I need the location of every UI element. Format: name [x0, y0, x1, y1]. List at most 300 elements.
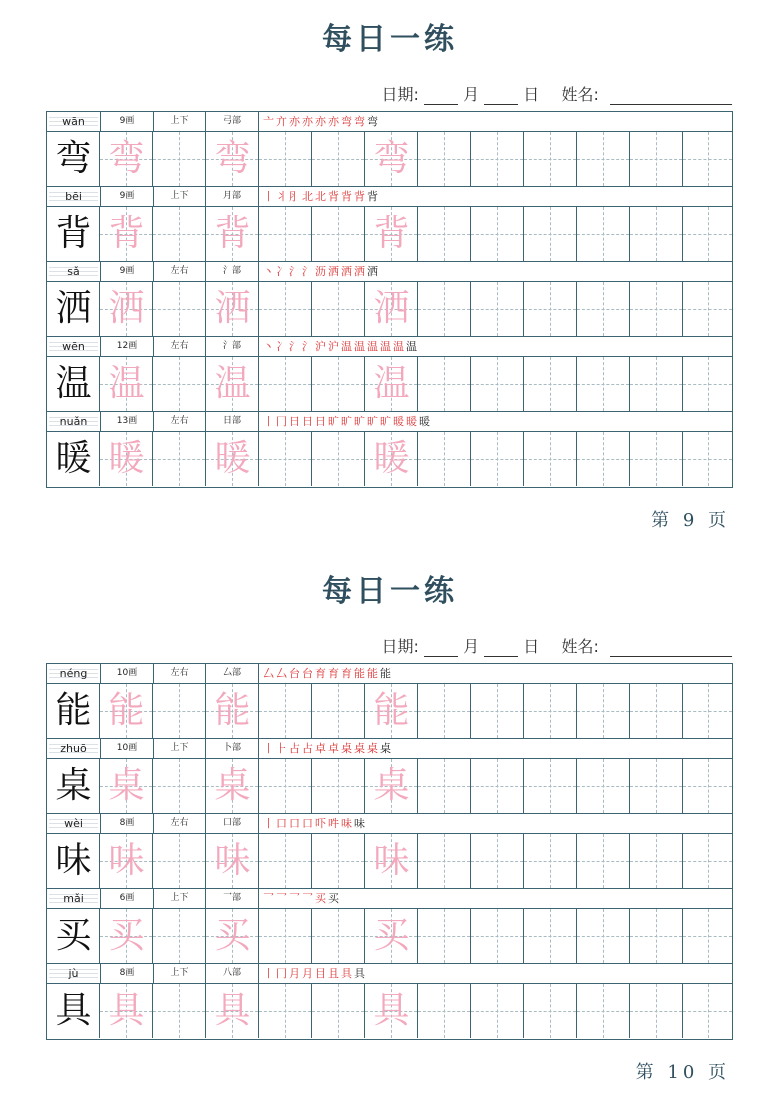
practice-cell[interactable]	[418, 834, 471, 888]
stroke-step: 厶	[263, 667, 276, 680]
practice-cell[interactable]	[630, 432, 683, 486]
practice-cell[interactable]	[259, 834, 312, 888]
practice-cell[interactable]	[524, 132, 577, 186]
stroke-step: 桌	[380, 742, 393, 755]
stroke-order	[263, 262, 380, 281]
practice-cell[interactable]	[206, 207, 259, 261]
stroke-order	[263, 187, 380, 206]
stroke-step: 旷	[328, 415, 341, 428]
writing-grid	[47, 684, 732, 738]
model-character-cell	[47, 132, 100, 186]
practice-cell[interactable]	[630, 909, 683, 963]
stroke-step: 买	[315, 892, 328, 905]
practice-cell[interactable]	[100, 282, 153, 336]
pinyin: bēi	[65, 190, 82, 203]
writing-grid	[47, 759, 732, 813]
trace-character: 温	[373, 363, 410, 404]
stroke-step: 暖	[406, 415, 419, 428]
model-character-cell	[47, 282, 100, 336]
stroke-step: 弯	[341, 115, 354, 128]
pinyin: wēn	[62, 340, 85, 353]
practice-cell[interactable]	[418, 759, 471, 813]
trace-character: 味	[214, 840, 251, 881]
practice-cell[interactable]	[259, 759, 312, 813]
stroke-step: 温	[406, 340, 419, 353]
practice-cell[interactable]	[577, 207, 630, 261]
character-entry	[47, 664, 732, 739]
stroke-step: 能	[354, 667, 367, 680]
practice-cell[interactable]	[418, 909, 471, 963]
character-entry	[47, 187, 732, 262]
practice-cell[interactable]	[524, 834, 577, 888]
stroke-step: 氵	[289, 340, 302, 353]
practice-cell[interactable]	[206, 357, 259, 411]
stroke-order	[263, 889, 341, 908]
practice-cell[interactable]	[365, 432, 418, 486]
practice-cell[interactable]	[418, 132, 471, 186]
structure: 上下	[154, 112, 206, 131]
writing-grid	[47, 909, 732, 963]
trace-character: 背	[373, 213, 410, 254]
practice-cell[interactable]	[471, 909, 524, 963]
stroke-step: 吓	[315, 817, 328, 830]
practice-cell[interactable]	[312, 909, 365, 963]
practice-table	[46, 111, 733, 488]
practice-cell[interactable]	[365, 684, 418, 738]
character-info-row	[47, 412, 732, 432]
stroke-count: 9画	[101, 112, 154, 131]
practice-cell[interactable]	[471, 759, 524, 813]
model-character-cell	[47, 357, 100, 411]
practice-cell[interactable]	[683, 759, 732, 813]
radical: 乛部	[206, 889, 259, 908]
stroke-order	[263, 337, 419, 356]
radical: 八部	[206, 964, 259, 983]
practice-cell[interactable]	[418, 282, 471, 336]
stroke-step: 口	[276, 817, 289, 830]
practice-cell[interactable]	[524, 282, 577, 336]
practice-cell[interactable]	[630, 132, 683, 186]
practice-cell[interactable]	[100, 834, 153, 888]
practice-cell[interactable]	[418, 357, 471, 411]
pinyin: sǎ	[67, 265, 80, 278]
practice-cell[interactable]	[471, 684, 524, 738]
trace-character: 味	[108, 840, 145, 881]
practice-cell[interactable]	[312, 207, 365, 261]
stroke-step: 育	[341, 667, 354, 680]
practice-cell[interactable]	[312, 834, 365, 888]
practice-cell[interactable]	[206, 909, 259, 963]
model-character-cell	[47, 684, 100, 738]
stroke-step: 旷	[367, 415, 380, 428]
date-label: 日期:	[381, 85, 419, 104]
stroke-step: 氵	[302, 340, 315, 353]
model-character: 味	[55, 840, 92, 881]
day-blank[interactable]	[484, 90, 518, 105]
practice-cell[interactable]	[153, 432, 206, 486]
practice-cell[interactable]	[630, 207, 683, 261]
model-character: 能	[55, 690, 92, 731]
pinyin-cell	[47, 187, 101, 206]
name-blank[interactable]	[610, 90, 732, 105]
practice-cell[interactable]	[524, 357, 577, 411]
practice-cell[interactable]	[524, 432, 577, 486]
day-label: 日	[523, 85, 540, 104]
character-entry	[47, 412, 732, 487]
practice-cell[interactable]	[418, 984, 471, 1038]
radical: 厶部	[206, 664, 259, 683]
trace-character: 暖	[214, 438, 251, 479]
practice-cell[interactable]	[100, 432, 153, 486]
date-name-line	[382, 634, 733, 657]
stroke-step: 亦	[302, 115, 315, 128]
character-info-row	[47, 262, 732, 282]
practice-cell[interactable]	[630, 834, 683, 888]
practice-cell[interactable]	[100, 357, 153, 411]
practice-cell[interactable]	[312, 357, 365, 411]
pinyin-cell	[47, 664, 101, 683]
practice-cell[interactable]	[471, 357, 524, 411]
practice-cell[interactable]	[259, 282, 312, 336]
structure: 左右	[154, 262, 206, 281]
practice-cell[interactable]	[312, 432, 365, 486]
character-entry	[47, 337, 732, 412]
radical: 口部	[206, 814, 259, 833]
radical: 月部	[206, 187, 259, 206]
stroke-order	[263, 814, 367, 833]
practice-cell[interactable]	[100, 759, 153, 813]
structure: 左右	[154, 664, 206, 683]
practice-cell[interactable]	[577, 909, 630, 963]
model-character: 背	[55, 213, 92, 254]
trace-character: 味	[373, 840, 410, 881]
practice-cell[interactable]	[206, 759, 259, 813]
stroke-order	[263, 112, 380, 131]
trace-character: 弯	[373, 138, 410, 179]
trace-character: 洒	[214, 288, 251, 329]
stroke-step: 沪	[315, 340, 328, 353]
stroke-step: 味	[354, 817, 367, 830]
trace-character: 能	[214, 690, 251, 731]
practice-cell[interactable]	[312, 684, 365, 738]
practice-cell[interactable]	[206, 132, 259, 186]
trace-character: 暖	[373, 438, 410, 479]
writing-grid	[47, 834, 732, 888]
model-character-cell	[47, 207, 100, 261]
stroke-step: 温	[393, 340, 406, 353]
practice-cell[interactable]	[683, 909, 732, 963]
stroke-step: 目	[315, 967, 328, 980]
practice-cell[interactable]	[471, 432, 524, 486]
practice-cell[interactable]	[206, 684, 259, 738]
practice-cell[interactable]	[683, 432, 732, 486]
practice-cell[interactable]	[683, 132, 732, 186]
practice-cell[interactable]	[418, 432, 471, 486]
writing-grid	[47, 132, 732, 186]
practice-cell[interactable]	[153, 684, 206, 738]
practice-cell[interactable]	[683, 684, 732, 738]
stroke-count: 9画	[101, 262, 154, 281]
practice-cell[interactable]	[259, 132, 312, 186]
date-name-line	[382, 82, 733, 105]
stroke-step: 亦	[289, 115, 302, 128]
structure: 上下	[154, 739, 206, 758]
practice-cell[interactable]	[312, 132, 365, 186]
practice-cell[interactable]	[259, 432, 312, 486]
model-character-cell	[47, 432, 100, 486]
stroke-count: 9画	[101, 187, 154, 206]
writing-grid	[47, 984, 732, 1038]
practice-cell[interactable]	[630, 984, 683, 1038]
practice-cell[interactable]	[365, 357, 418, 411]
page-title: 每日一练	[322, 574, 458, 609]
character-info-row	[47, 187, 732, 207]
practice-cell[interactable]	[153, 759, 206, 813]
stroke-order	[263, 664, 393, 683]
character-entry	[47, 964, 732, 1039]
stroke-step: 日	[315, 415, 328, 428]
stroke-step: 具	[354, 967, 367, 980]
trace-character: 具	[108, 990, 145, 1031]
stroke-step: 月	[302, 967, 315, 980]
name-label: 姓名:	[561, 85, 599, 104]
practice-cell[interactable]	[524, 984, 577, 1038]
page-title: 每日一练	[322, 22, 458, 57]
character-entry	[47, 739, 732, 814]
practice-cell[interactable]	[630, 684, 683, 738]
pinyin: wèi	[64, 817, 83, 830]
practice-cell[interactable]	[471, 834, 524, 888]
writing-grid	[47, 282, 732, 336]
character-entry	[47, 112, 732, 187]
stroke-step: 厶	[276, 667, 289, 680]
practice-cell[interactable]	[259, 909, 312, 963]
stroke-order	[263, 964, 367, 983]
practice-cell[interactable]	[312, 984, 365, 1038]
stroke-step: 桌	[341, 742, 354, 755]
practice-cell[interactable]	[418, 684, 471, 738]
stroke-step: 旷	[354, 415, 367, 428]
practice-cell[interactable]	[683, 207, 732, 261]
practice-cell[interactable]	[100, 684, 153, 738]
practice-cell[interactable]	[259, 684, 312, 738]
stroke-step: 乛	[302, 892, 315, 905]
practice-cell[interactable]	[630, 357, 683, 411]
model-character: 具	[55, 990, 92, 1031]
practice-cell[interactable]	[577, 984, 630, 1038]
character-entry	[47, 889, 732, 964]
stroke-step: 丨	[263, 817, 276, 830]
practice-cell[interactable]	[577, 759, 630, 813]
practice-cell[interactable]	[577, 282, 630, 336]
stroke-step: 丨	[263, 415, 276, 428]
stroke-step: 冫	[276, 340, 289, 353]
radical: 氵部	[206, 262, 259, 281]
trace-character: 买	[214, 915, 251, 956]
stroke-step: 亦	[328, 115, 341, 128]
character-info-row	[47, 739, 732, 759]
model-character: 温	[55, 363, 92, 404]
practice-cell[interactable]	[630, 759, 683, 813]
practice-cell[interactable]	[524, 207, 577, 261]
stroke-step: 且	[328, 967, 341, 980]
month-label: 月	[463, 637, 480, 656]
practice-cell[interactable]	[471, 207, 524, 261]
practice-cell[interactable]	[471, 132, 524, 186]
practice-table	[46, 663, 733, 1040]
month-label: 月	[463, 85, 480, 104]
stroke-count: 10画	[101, 739, 154, 758]
practice-cell[interactable]	[153, 834, 206, 888]
practice-cell[interactable]	[524, 759, 577, 813]
stroke-step: 北	[315, 190, 328, 203]
model-character: 桌	[55, 765, 92, 806]
stroke-step: 亣	[276, 115, 289, 128]
practice-cell[interactable]	[312, 759, 365, 813]
practice-cell[interactable]	[577, 684, 630, 738]
date-label: 日期:	[381, 637, 419, 656]
practice-cell[interactable]	[577, 357, 630, 411]
practice-cell[interactable]	[418, 207, 471, 261]
practice-cell[interactable]	[100, 984, 153, 1038]
day-label: 日	[523, 637, 540, 656]
pinyin: néng	[59, 667, 88, 680]
trace-character: 背	[108, 213, 145, 254]
practice-cell[interactable]	[683, 834, 732, 888]
structure: 上下	[154, 964, 206, 983]
practice-cell[interactable]	[577, 834, 630, 888]
stroke-count: 13画	[101, 412, 154, 431]
stroke-step: 暖	[419, 415, 432, 428]
practice-cell[interactable]	[153, 207, 206, 261]
trace-character: 买	[108, 915, 145, 956]
practice-cell[interactable]	[471, 282, 524, 336]
practice-cell[interactable]	[683, 282, 732, 336]
trace-character: 具	[373, 990, 410, 1031]
practice-cell[interactable]	[577, 132, 630, 186]
practice-cell[interactable]	[153, 909, 206, 963]
stroke-step: 旷	[380, 415, 393, 428]
character-info-row	[47, 337, 732, 357]
stroke-step: 月	[289, 967, 302, 980]
practice-cell[interactable]	[153, 282, 206, 336]
stroke-step: 吽	[328, 817, 341, 830]
stroke-step: 台	[289, 667, 302, 680]
stroke-step: 洒	[341, 265, 354, 278]
trace-character: 弯	[214, 138, 251, 179]
stroke-step: 卓	[315, 742, 328, 755]
practice-cell[interactable]	[206, 282, 259, 336]
practice-cell[interactable]	[683, 984, 732, 1038]
stroke-step: 温	[380, 340, 393, 353]
practice-cell[interactable]	[153, 984, 206, 1038]
practice-cell[interactable]	[683, 357, 732, 411]
radical: 日部	[206, 412, 259, 431]
practice-cell[interactable]	[577, 432, 630, 486]
stroke-step: 丶	[263, 340, 276, 353]
stroke-count: 8画	[101, 964, 154, 983]
stroke-step: 日	[289, 415, 302, 428]
practice-cell[interactable]	[630, 282, 683, 336]
practice-cell[interactable]	[259, 984, 312, 1038]
trace-character: 弯	[108, 138, 145, 179]
stroke-step: 背	[354, 190, 367, 203]
model-character: 弯	[55, 138, 92, 179]
practice-cell[interactable]	[259, 207, 312, 261]
practice-cell[interactable]	[259, 357, 312, 411]
character-info-row	[47, 889, 732, 909]
practice-cell[interactable]	[365, 984, 418, 1038]
stroke-order	[263, 412, 432, 431]
practice-cell[interactable]	[206, 984, 259, 1038]
practice-cell[interactable]	[365, 207, 418, 261]
stroke-step: 台	[302, 667, 315, 680]
stroke-step: 洒	[354, 265, 367, 278]
stroke-count: 8画	[101, 814, 154, 833]
practice-cell[interactable]	[524, 909, 577, 963]
month-blank[interactable]	[424, 642, 458, 657]
name-blank[interactable]	[610, 642, 732, 657]
practice-cell[interactable]	[100, 909, 153, 963]
day-blank[interactable]	[484, 642, 518, 657]
stroke-step: 丨	[263, 190, 276, 203]
stroke-step: 氵	[289, 265, 302, 278]
practice-cell[interactable]	[365, 282, 418, 336]
trace-character: 桌	[108, 765, 145, 806]
pinyin-cell	[47, 112, 101, 131]
stroke-step: 背	[341, 190, 354, 203]
stroke-step: 乛	[276, 892, 289, 905]
practice-cell[interactable]	[524, 684, 577, 738]
character-info-row	[47, 664, 732, 684]
stroke-step: 背	[328, 190, 341, 203]
writing-grid	[47, 207, 732, 261]
practice-cell[interactable]	[471, 984, 524, 1038]
model-character: 买	[55, 915, 92, 956]
trace-character: 能	[373, 690, 410, 731]
practice-cell[interactable]	[153, 357, 206, 411]
stroke-step: 口	[289, 817, 302, 830]
pinyin-cell	[47, 262, 101, 281]
practice-cell[interactable]	[365, 132, 418, 186]
practice-cell[interactable]	[365, 759, 418, 813]
stroke-step: 冫	[276, 265, 289, 278]
practice-cell[interactable]	[206, 432, 259, 486]
practice-cell[interactable]	[206, 834, 259, 888]
stroke-count: 6画	[101, 889, 154, 908]
radical: 氵部	[206, 337, 259, 356]
stroke-step: 亠	[263, 115, 276, 128]
pinyin-cell	[47, 814, 101, 833]
stroke-step: 育	[315, 667, 328, 680]
stroke-step: 桌	[367, 742, 380, 755]
stroke-step: 亦	[315, 115, 328, 128]
trace-character: 暖	[108, 438, 145, 479]
practice-cell[interactable]	[100, 207, 153, 261]
practice-cell[interactable]	[365, 834, 418, 888]
stroke-step: 丨	[263, 967, 276, 980]
stroke-count: 10画	[101, 664, 154, 683]
practice-cell[interactable]	[100, 132, 153, 186]
model-character-cell	[47, 909, 100, 963]
character-info-row	[47, 814, 732, 834]
trace-character: 背	[214, 213, 251, 254]
practice-cell[interactable]	[365, 909, 418, 963]
practice-cell[interactable]	[312, 282, 365, 336]
month-blank[interactable]	[424, 90, 458, 105]
practice-cell[interactable]	[153, 132, 206, 186]
stroke-step: 丨	[263, 742, 276, 755]
